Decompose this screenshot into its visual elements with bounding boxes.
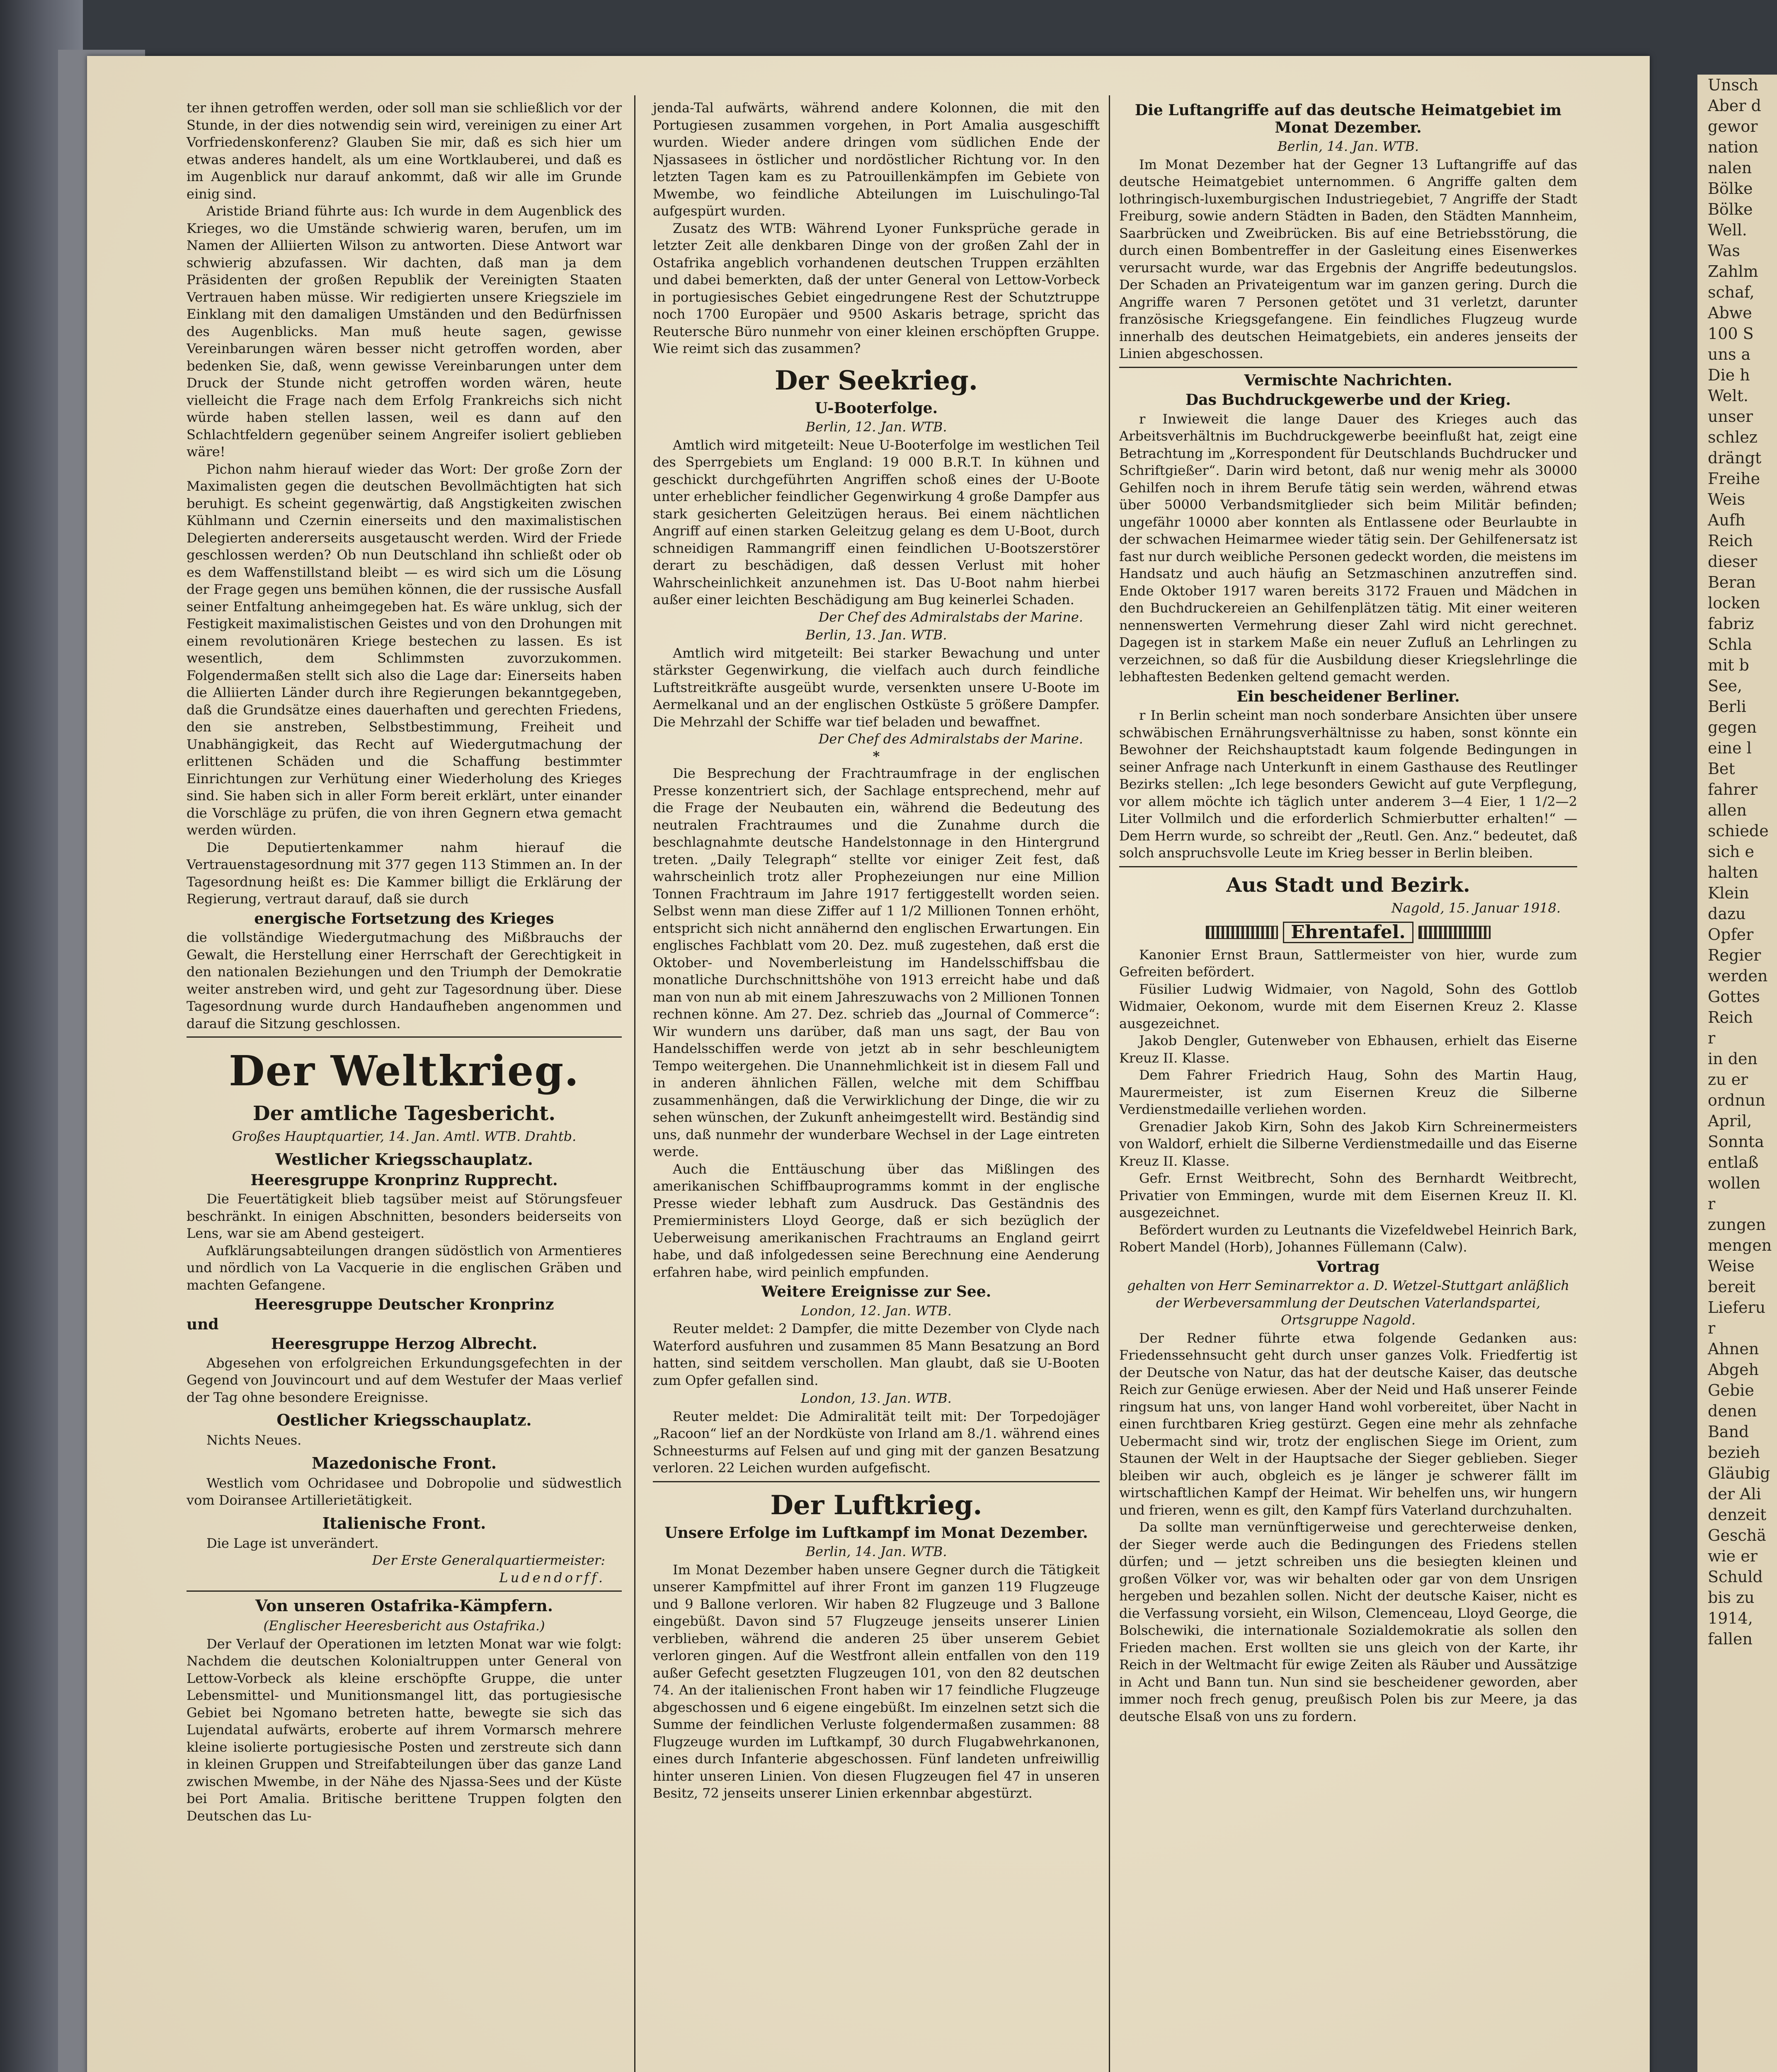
page-fragment-line: Aber d <box>1708 97 1761 115</box>
dateline: Nagold, 15. Januar 1918. <box>1391 900 1561 916</box>
page-fragment-line: nalen <box>1708 159 1752 177</box>
page-fragment-line: Sonnta <box>1708 1133 1764 1151</box>
dateline: London, 13. Jan. WTB. <box>801 1390 952 1406</box>
page-fragment-line: Aufh <box>1708 511 1745 529</box>
separator-star: * <box>873 748 880 764</box>
page-fragment-line: Abwe <box>1708 304 1752 322</box>
page-fragment-line: Lieferu <box>1708 1298 1766 1317</box>
paragraph: jenda-Tal aufwärts, während andere Kolonnen, die mit den Portugiesen zusammen vorgehen, in Port Amalia ausgeschifft wurden. Wieder andere dringen vom südlichen Ende der Njassasees in östlicher und nordöstlicher Richtung vor. In den letzten Tagen kam es zu Patrouillenkämpfen im Gebiete von Mwembe, wo feindliche Abteilungen im Luischulingo-Tal aufgespürt wurden. <box>653 100 1100 219</box>
paragraph: Die Lage ist unverändert. <box>206 1535 379 1551</box>
page-fragment-line: Schla <box>1708 635 1752 654</box>
page-fragment-line: denzeit <box>1708 1506 1767 1524</box>
page-fragment-line: Well. <box>1708 221 1747 239</box>
paragraph: Amtlich wird mitgeteilt: Neue U-Booterfolge im westlichen Teil des Sperrgebiets um England: 19 000 B.R.T. In kühnen und geschickt durchgeführten Angriffen schoß eines der U-Boote unter erheblicher feindlicher Gegenwirkung 4 große Dampfer aus stark gesicherten Geleitzügen heraus. Bei einem nächtlichen Angriff auf einen starken Geleitzug gelang es dem U-Boot, durch schneidigen Rammangriff einen feindlichen U-Bootszerstörer derart zu beschädigen, daß dessen Verlust mit hoher Wahrscheinlichkeit anzunehmen ist. Das U-Boot nahm hierbei außer einer leichten Beschädigung am Bug keinerlei Schaden. <box>653 437 1100 608</box>
paragraph: Nichts Neues. <box>206 1432 302 1448</box>
column-rule <box>1109 95 1110 2072</box>
paragraph: Kanonier Ernst Braun, Sattlermeister von hier, wurde zum Gefreiten befördert. <box>1119 946 1577 980</box>
page-fragment-line: gewor <box>1708 117 1758 136</box>
ehrentafel-banner <box>1119 922 1577 943</box>
paragraph: Aristide Briand führte aus: Ich wurde in dem Augenblick des Krieges, wo die Umstände schwierig waren, berufen, um im Namen der Alliierten Wilson zu antworten. Diese Antwort war schwierig abzufassen. Wir dachten, daß man ja dem Präsidenten der großen Republik der Vereinigten Staaten Vertrauen haben müsse. Wir redigierten unsere Kriegsziele im Einklang mit den damaligen Umständen und den Bedürfnissen des Augenblicks. Man muß heute sagen, gewisse Vereinbarungen wären besser nicht getroffen worden, aber bedenken Sie, daß, wenn gewisse Vereinbarungen unter dem Druck der Stunde nicht getroffen worden wären, heute vielleicht die Frage nach dem Erfolg Frankreichs sich nicht würde haben stellen lassen, weil es dann auf den Schlachtfeldern gegenüber seinem Angreifer isoliert geblieben wäre! <box>187 203 622 460</box>
page-fragment-line: fahrer <box>1708 780 1758 799</box>
page-fragment-line: r <box>1708 1195 1716 1213</box>
page-fragment-line: zu er <box>1708 1070 1748 1089</box>
dateline: Berlin, 12. Jan. WTB. <box>805 419 947 435</box>
paragraph: Befördert wurden zu Leutnants die Vizefeldwebel Heinrich Bark, Robert Mandel (Horb), Johannes Füllemann (Calw). <box>1119 1222 1577 1255</box>
page-fragment-line: fabriz <box>1708 615 1754 633</box>
paragraph: Füsilier Ludwig Widmaier, von Nagold, Sohn des Gottlob Widmaier, Oekonom, wurde mit dem Eisernen Kreuz 2. Klasse ausgezeichnet. <box>1119 981 1577 1031</box>
page-fragment-line: Die h <box>1708 366 1750 384</box>
paragraph: Reuter meldet: Die Admiralität teilt mit: Der Torpedojäger „Racoon“ lief an der Nordküste von Irland am 8./1. während eines Schneesturms auf Felsen auf und ging mit der ganzen Besatzung verloren. 22 Leichen wurden aufgefischt. <box>653 1408 1100 1476</box>
page-fragment-line: bereit <box>1708 1278 1755 1296</box>
dateline: London, 12. Jan. WTB. <box>801 1302 952 1319</box>
ornament-right <box>1418 926 1491 939</box>
subheading: Italienische Front. <box>322 1513 486 1532</box>
page-fragment-line: Opfer <box>1708 925 1754 944</box>
page-fragment-line: Schuld <box>1708 1568 1763 1586</box>
paragraph: Da sollte man vernünftigerweise und gerechterweise denken, der Sieger werde auch die Bedingungen des Friedens stellen dürfen; und — jetzt schreiben uns die besiegten kleinen und großen Völker vor, was wir behalten oder gar von dem Unsrigen hergeben und bezahlen sollen. Nicht der deutsche Kaiser, nicht es die Verfassung vorsieht, ein Wilson, Clemenceau, Lloyd George, die Bolschewiki, die internationale Sozialdemokratie als sollen den Frieden machen. Erst wollten sie uns gleich von der Karte, ihr Reich in der Weltmacht für ewige Zeiten als Räuber und Aussätzige in Acht und Bann tun. Nun sind sie bescheidener geworden, aber immer noch frech genug, preußisch Polen bis zur Meere, ja das deutsche Elsaß von uns zu fordern. <box>1119 1519 1577 1724</box>
paragraph: Der Verlauf der Operationen im letzten Monat war wie folgt: Nachdem die deutschen Kolonialtruppen unter General von Lettow-Vorbeck als kleine erschöpfte Gruppe, die unter Lebensmittel- und Munitionsmangel litt, das portugiesische Gebiet bei Ngomano betreten hatte, bewegte sie sich das Lujendatal aufwärts, eroberte auf ihrem Vormarsch mehrere kleine isolierte portugiesische Posten und zerstreute sich dann in kleinen Gruppen und Streifabteilungen über das ganze Land zwischen Mwembe, in der Nähe des Njassa-Sees und der Küste bei Port Amalia. Britische berittene Truppen folgten den Deutschen das Lu- <box>187 1636 622 1824</box>
section-title-weltkrieg: Der Weltkrieg. <box>228 1046 580 1095</box>
page-fragment-line: Regier <box>1708 946 1761 964</box>
subheading: Das Buchdruckgewerbe und der Krieg. <box>1185 391 1511 409</box>
inline-heading: energische Fortsetzung des Krieges <box>254 910 554 927</box>
page-fragment-line: allen <box>1708 801 1747 819</box>
paragraph: Die Feuertätigkeit blieb tagsüber meist auf Störungsfeuer beschränkt. In einigen Abschnitten, besonders beiderseits von Lens, war sie am Abend gesteigert. <box>187 1191 622 1241</box>
section-title-luftkrieg: Der Luftkrieg. <box>770 1489 982 1521</box>
paragraph: Im Monat Dezember haben unsere Gegner durch die Tätigkeit unserer Kampfmittel auf ihrer Front im ganzen 119 Flugzeuge und 9 Ballone verloren. Wir haben 82 Flugzeuge und 3 Ballone eingebüßt. Davon sind 57 Flugzeuge jenseits unserer Linien verblieben, während die anderen 25 über unserem Gebiet verloren gingen. Auf die Westfront allein entfallen von den 119 außer Gefecht gesetzten Flugzeugen 101, von den 82 deutschen 74. An der italienischen Front haben wir 17 feindliche Flugzeuge abgeschossen und 6 eigene eingebüßt. Im einzelnen setzt sich die Summe der feindlichen Verluste folgendermaßen zusammen: 88 Flugzeuge wurden im Luftkampf, 30 durch Flugabwehrkanonen, eines durch Infanterie abgeschossen. Fünf landeten unfreiwillig hinter unseren Linien. Von diesen Flugzeugen fiel 47 in unseren Besitz, 72 jenseits unserer Linien erkennbar abgestürzt. <box>653 1561 1100 1801</box>
page-fragment-line: April, <box>1708 1112 1752 1130</box>
page-fragment-line: See, <box>1708 677 1743 695</box>
page-fragment-line: Was <box>1708 242 1740 260</box>
page-fragment-line: Gläubig <box>1708 1464 1770 1482</box>
page-fragment-line: Geschä <box>1708 1526 1766 1544</box>
column-3 <box>1119 99 1577 1725</box>
paragraph: Zusatz des WTB: Während Lyoner Funksprüche gerade in letzter Zeit alle denkbaren Dinge von der großen Zahl der in Ostafrika angeblich vorhandenen deutschen Truppen erzählten und dabei bemerkten, daß der unter General von Lettow-Vorbeck in portugiesisches Gebiet eingedrungene Rest der Schutztruppe noch 1700 Europäer und 9500 Askaris betrage, spricht das Reutersche Büro nunmehr von einer kleinen erschöpften Gruppe. Wie reimt sich das zusammen? <box>653 220 1100 356</box>
page-fragment-line: bis zu <box>1708 1588 1755 1607</box>
subtitle: gehalten von Herr Seminarrektor a. D. Wetzel-Stuttgart anläßlich der Werbeversammlung der Deutschen Vaterlandspartei, Ortsgruppe Nagold. <box>1127 1278 1569 1328</box>
section-title-seekrieg: Der Seekrieg. <box>775 365 978 396</box>
page-fragment-line: dazu <box>1708 905 1746 923</box>
page-fragment-line: r <box>1708 1319 1716 1337</box>
paragraph: ter ihnen getroffen werden, oder soll man sie schließlich vor der Stunde, in der dies notwendig sein wird, vereinigen zu einer Art Vorfriedenskonferenz? Glauben Sie mir, daß es sich hier um etwas anderes handelt, als um eine Wortklauberei, und daß es im Augenblick nur darauf ankommt, daß wir alle im Grunde einig sind. <box>187 100 622 202</box>
signature: Der Chef des Admiralstabs der Marine. <box>818 731 1083 747</box>
page-fragment-line: 100 S <box>1708 324 1754 343</box>
page-fragment-line: r <box>1708 1029 1716 1047</box>
subheading: Heeresgruppe Deutscher Kronprinz <box>254 1296 554 1313</box>
subheading: Mazedonische Front. <box>311 1453 497 1472</box>
tagesbericht-title: Der amtliche Tagesbericht. <box>252 1102 556 1125</box>
dateline: Berlin, 14. Jan. WTB. <box>805 1544 947 1559</box>
paragraph: Auch die Enttäuschung über das Mißlingen des amerikanischen Schiffbauprogramms kommt in der englische Presse wieder lebhaft zum Ausdruck. Das Geständnis des Premierministers Lloyd George, daß er sich bezüglich der Ueberweisung amerikanischen Frachtraums an England geirrt habe, und daß infolgedessen seine Berechnung eine Aenderung erfahren habe, wird peinlich empfunden. <box>653 1161 1100 1280</box>
paragraph: Aufklärungsabteilungen drangen südöstlich von Armentieres und nördlich von La Vacquerie in die englischen Gräben und machten Gefangene. <box>187 1242 622 1293</box>
paragraph: Gefr. Ernst Weitbrecht, Sohn des Bernhardt Weitbrecht, Privatier von Emmingen, wurde mit dem Eisernen Kreuz II. Kl. ausgezeichnet. <box>1119 1170 1577 1220</box>
page-fragment-line: Abgeh <box>1708 1360 1759 1379</box>
subheading: Weitere Ereignisse zur See. <box>761 1283 992 1300</box>
divider <box>187 1590 622 1592</box>
dateline: Berlin, 13. Jan. WTB. <box>805 627 947 643</box>
page-fragment-line: eine l <box>1708 739 1752 757</box>
page-fragment-line: schaf, <box>1708 283 1755 301</box>
page-fragment-line: Ahnen <box>1708 1340 1759 1358</box>
dateline: Berlin, 14. Jan. WTB. <box>1277 138 1419 154</box>
page-fragment-line: entlaß <box>1708 1153 1759 1172</box>
page-fragment-line: der Ali <box>1708 1485 1761 1503</box>
page-fragment-line: mit b <box>1708 656 1749 674</box>
page-fragment-line: Welt. <box>1708 387 1748 405</box>
page-fragment-line: Beran <box>1708 573 1756 591</box>
subheading: Vortrag <box>1316 1258 1380 1276</box>
divider <box>187 1036 622 1038</box>
page-fragment-line: wollen <box>1708 1174 1760 1192</box>
signature-name: Ludendorff. <box>499 1569 605 1585</box>
dateline: Großes Hauptquartier, 14. Jan. Amtl. WTB. Drahtb. <box>232 1128 577 1144</box>
paragraph: Reuter meldet: 2 Dampfer, die mitte Dezember von Clyde nach Waterford ausfuhren und zusammen 85 Mann Besatzung an Bord hatten, sind seitdem verschollen. Man glaubt, daß sie U-Booten zum Opfer gefallen sind. <box>653 1321 1100 1388</box>
page-fragment-line: schiede <box>1708 822 1769 840</box>
paragraph: Amtlich wird mitgeteilt: Bei starker Bewachung und unter stärkster Gegenwirkung, die vielfach auch durch feindliche Luftstreitkräfte ausgeübt wurde, versenkten unsere U-Boote im Aermelkanal und an der englischen Ostküste 5 größere Dampfer. Die Mehrzahl der Schiffe war tief beladen und bewaffnet. <box>653 645 1100 730</box>
subheading: Westlicher Kriegsschauplatz. <box>275 1150 533 1169</box>
paragraph: Dem Fahrer Friedrich Haug, Sohn des Martin Haug, Maurermeister, ist zum Eisernen Kreuz die Silberne Verdienstmedaille verliehen worden. <box>1119 1067 1577 1117</box>
page-fragment-line: Bölke <box>1708 179 1753 198</box>
page-fragment-line: Reich <box>1708 532 1753 550</box>
page-fragment-line: denen <box>1708 1402 1757 1420</box>
page-fragment-line: Bölke <box>1708 200 1753 218</box>
page-fragment-line: Unsch <box>1708 76 1758 94</box>
paragraph: Westlich vom Ochridasee und Dobropolie und südwestlich vom Doiransee Artillerietätigkeit. <box>187 1475 622 1508</box>
page-fragment-line: Zahlm <box>1708 262 1758 281</box>
page-fragment-line: in den <box>1708 1050 1758 1068</box>
page-fragment-line: Gottes <box>1708 988 1760 1006</box>
page-fragment-line: nation <box>1708 138 1758 156</box>
paragraph: r Inwieweit die lange Dauer des Krieges auch das Arbeitsverhältnis im Buchdruckgewerbe beeinflußt hat, zeigt eine Betrachtung im „Korrespondent für Deutschlands Buchdrucker und Schriftgießer“. Darin wird betont, daß nur wenig mehr als 30000 Gehilfen noch in ihrem Berufe tätig sein werden, während etwas über 50000 Verbandsmitglieder sich beim Militär befinden; ungefähr 10000 aber konnten als Entlassene oder Beurlaubte in der schwachen Heimarmee wieder tätig sein. Der Gehilfenersatz ist fast nur durch weibliche Personen gedeckt worden, die meistens im Handsatz und auch häufig an Setzmaschinen anzutreffen sind. Ende Oktober 1917 waren bereits 3172 Frauen und Mädchen in den Buchdruckereien an Gehilfenplätzen tätig. Mit einer weiteren nennenswerten Vermehrung dieser Zahl wird nicht gerechnet. Dagegen ist in starkem Maße ein neuer Zufluß an Lehrlingen zu verzeichnen, so daß für die Ausbildung dieser Kriegslehrlinge die lebhaftesten Bedenken geltend gemacht werden. <box>1119 411 1577 685</box>
subheading: U-Booterfolge. <box>815 399 938 417</box>
page-fragment-line: Klein <box>1708 884 1749 902</box>
subheading: Heeresgruppe Kronprinz Rupprecht. <box>250 1171 558 1189</box>
page-fragment-line: Berli <box>1708 697 1746 716</box>
page-fragment-line: Weis <box>1708 490 1745 508</box>
paragraph: Pichon nahm hierauf wieder das Wort: Der große Zorn der Maximalisten gegen die deutschen Bevollmächtigten hat sich beruhigt. Es scheint gegenwärtig, daß Angstigkeiten zwischen Kühlmann und Czernin einerseits und den maximalistischen Delegierten andererseits ausgetauscht werden. Wird der Friede geschlossen werden? Ob nun Deutschland ihn schließt oder ob es dem Waffenstillstand bleibt — es wird sich um die Lösung der Frage gegen uns bemühen können, die der russische Ausfall seiner Entfaltung anheimgegeben hat. Es wäre unklug, sich der Festigkeit maximalistischen Geistes und von den Drohungen mit einem revolutionären Kriege bestechen zu lassen. Es ist wesentlich, dem Schlimmsten zuvorzukommen. Folgendermaßen stellt sich also die Lage dar: Einerseits haben die Alliierten Länder durch ihre Regierungen bekanntgegeben, daß die Grundsätze eines dauerhaften und gerechten Friedens, den sie anstreben, Selbstbestimmung, Freiheit und Unabhängigkeit, das Recht auf Wiedergutmachung der erlittenen Schäden und die Schaffung bestimmter Einrichtungen zur Verhütung einer Wiederholung des Krieges sind. Sie haben sich in aller Form bereit erklärt, unter einander die Vorschläge zu prüfen, die von ihren Gegnern etwa gemacht werden würden. <box>187 461 622 838</box>
subheading: Ein bescheidener Berliner. <box>1236 687 1460 705</box>
page-fragment-line: uns a <box>1708 345 1751 363</box>
paragraph: Grenadier Jakob Kirn, Sohn des Jakob Kirn Schreinermeisters von Waldorf, erhielt die Silberne Verdienstmedaille und das Eiserne Kreuz II. Klasse. <box>1119 1118 1577 1169</box>
page-fragment-line: zungen <box>1708 1215 1766 1234</box>
page-fragment-line: locken <box>1708 594 1760 612</box>
paragraph: Jakob Dengler, Gutenweber von Ebhausen, erhielt das Eiserne Kreuz II. Klasse. <box>1119 1033 1577 1066</box>
signature: Der Chef des Admiralstabs der Marine. <box>818 609 1083 625</box>
subheading: Unsere Erfolge im Luftkampf im Monat Dezember. <box>664 1524 1088 1542</box>
page-fragment-line: werden <box>1708 967 1768 985</box>
page-fragment-line: wie er <box>1708 1547 1758 1565</box>
adjacent-page-fragment <box>1697 75 1777 2072</box>
page-fragment-line: ordnun <box>1708 1091 1765 1109</box>
divider <box>653 1481 1100 1482</box>
divider <box>1119 866 1577 867</box>
paragraph: Der Redner führte etwa folgende Gedanken aus: Friedenssehnsucht geht durch unser ganzes Volk. Friedfertig ist der Deutsche von Natur, das hat der deutsche Kaiser, das deutsche Reich zur Genüge erwiesen. Aber der Neid und Haß unserer Feinde ringsum hat uns, von langer Hand wohl vorbereitet, über Nacht in einen furchtbaren Krieg gestürzt. Gegen eine mehr als zehnfache Uebermacht sind wir, trotz der englischen Siege im Orient, zum Staunen der Welt in der Hauptsache der Sieger geblieben. Sieger bleiben wir auch, obgleich es je länger je schwerer fällt im wirtschaftlichen Kampf der Heimat. Wir behelfen uns, wir hungern und frieren, wenn es gilt, den Kampf fürs Vaterland durchzuhalten. <box>1119 1330 1577 1518</box>
page-fragment-line: Band <box>1708 1423 1749 1441</box>
page-fragment-line: Reich <box>1708 1008 1753 1026</box>
page-fragment-line: unser <box>1708 407 1753 426</box>
page-fragment-line: mengen <box>1708 1236 1772 1254</box>
page-fragment-line: Gebie <box>1708 1381 1754 1399</box>
page-fragment-line: schlez <box>1708 428 1758 446</box>
page-fragment-line: Weise <box>1708 1257 1755 1275</box>
ornament-left <box>1206 926 1278 939</box>
page-fragment-line: gegen <box>1708 718 1757 736</box>
conjunction: und <box>187 1315 219 1333</box>
ehrentafel-title: Ehrentafel. <box>1283 922 1413 943</box>
section-title-stadt: Aus Stadt und Bezirk. <box>1226 873 1470 897</box>
subheading: Die Luftangriffe auf das deutsche Heimatgebiet im Monat Dezember. <box>1135 102 1562 136</box>
paragraph: Die Besprechung der Frachtraumfrage in der englischen Presse konzentriert sich, der Sachlage entsprechend, mehr auf die Frage der Neubauten ein, während die Bedeutung des neutralen Frachtraumes und die Zunahme durch die beschlagnahmte deutsche Handelstonnage in den Hintergrund treten. „Daily Telegraph“ stellte vor einiger Zeit fest, daß wahrscheinlich trotz aller Prophezeiungen nur eine Million Tonnen Frachtraum im Jahre 1917 fertiggestellt worden seien. Selbst wenn man diese Ziffer auf 1 1/2 Millionen Tonnen erhöht, entspricht sich nicht annähernd den englischen Erwartungen. Ein englisches Fachblatt vom 20. Dez. muß zugestehen, daß erst die Oktober- und Novemberleistung im Handelsschiffsbau die monatliche Durchschnittshöhe von 1913 erreicht habe und daß man von nun ab mit einem Jahreszuwachs von 2 Millionen Tonnen rechnen könne. Am 27. Dez. schrieb das „Journal of Commerce“: Wir wundern uns darüber, daß man uns sagt, der Bau von Handelsschiffen werde von jetzt ab in sehr beschleunigtem Tempo weitergehen. Die Unannehmlichkeit ist in diesem Fall und in anderen ähnlichen Fällen, welche mit dem Schiffbau zusammenhängen, daß die Verwirklichung der Dinge, die wir zu sehen wünschen, der Zukunft anheimgestellt wird. Beständig sind uns, daß nunmehr der wunderbare Wechsel in der Lage eintreten werde. <box>653 765 1100 1159</box>
paragraph: Abgesehen von erfolgreichen Erkundungsgefechten in der Gegend von Jouvincourt und auf dem Westufer der Maas verlief der Tag ohne besondere Ereignisse. <box>187 1355 622 1405</box>
page-fragment-line: dieser <box>1708 552 1758 571</box>
paragraph: die vollständige Wiedergutmachung des Mißbrauchs der Gewalt, die Herstellung einer Herrschaft der Gerechtigkeit in den nationalen Beziehungen und den Triumph der Demokratie weiter anstreben wird, und geht zur Tagesordnung über. Diese Tagesordnung wurde durch Handaufheben angenommen und darauf die Sitzung geschlossen. <box>187 929 622 1031</box>
page-fragment-line: drängt <box>1708 449 1762 467</box>
divider <box>1119 367 1577 368</box>
subheading: Oestlicher Kriegsschauplatz. <box>276 1411 532 1429</box>
page-fragment-line: Bet <box>1708 760 1735 778</box>
paragraph: Im Monat Dezember hat der Gegner 13 Luftangriffe auf das deutsche Heimatgebiet unternommen. 6 Angriffe galten dem lothringisch-luxemburgischen Industriegebiet, 7 Angriffe der Stadt Freiburg, sowie andern Städten in Baden, den Städten Mannheim, Saarbrücken und Zweibrücken. Bis auf eine Betriebsstörung, die durch einen Bombentreffer in der Gasleitung eines Eisenwerkes verursacht wurde, war das Ergebnis der Angriffe bedeutungslos. Der Schaden an Privateigentum war im ganzen gering. Durch die Angriffe waren 7 Personen getötet und 31 verletzt, darunter französische Kriegsgefangene. Ein feindliches Flugzeug wurde innerhalb des deutschen Heimatgebiets, ein anderes jenseits der Linien abgeschossen. <box>1119 156 1577 361</box>
page-fragment-line: halten <box>1708 863 1758 881</box>
subheading: Heeresgruppe Herzog Albrecht. <box>271 1335 537 1353</box>
page-fragment-line: Freihe <box>1708 470 1760 488</box>
page-fragment-line: bezieh <box>1708 1443 1760 1462</box>
page-fragment-line: sich e <box>1708 842 1754 861</box>
column-rule <box>634 95 635 2072</box>
signature-role: Der Erste Generalquartiermeister: <box>372 1552 605 1568</box>
column-1 <box>187 99 622 1825</box>
paragraph: r In Berlin scheint man noch sonderbare Ansichten über unsere schwäbischen Ernährungsverhältnisse zu haben, sonst könnte ein Bewohner der Reichshauptstadt kaum folgende Bedingungen in seiner Anfrage nach Unterkunft in einem Gasthause des Reutlinger Bezirks stellen: „Ich lege besonders Gewicht auf gute Verpflegung, vor allem möchte ich täglich unter anderem 3—4 Eier, 1 1/2—2 Liter Vollmilch und die erforderlich Schmierbutter erhalten!“ — Dem Herrn wurde, so schreibt der „Reutl. Gen. Anz.“ bedeutet, daß solch anspruchsvolle Leute im Krieg besser in Berlin bleiben. <box>1119 707 1577 861</box>
subheading: Von unseren Ostafrika-Kämpfern. <box>255 1596 553 1615</box>
paragraph: Die Deputiertenkammer nahm hierauf die Vertrauenstagesordnung mit 377 gegen 113 Stimmen an. In der Tagesordnung heißt es: Die Kammer billigt die Erklärung der Regierung, vertraut darauf, daß sie durch <box>187 839 622 907</box>
subheading: Vermischte Nachrichten. <box>1244 371 1452 389</box>
page-fragment-line: 1914, <box>1708 1609 1753 1627</box>
page-fragment-line: fallen <box>1708 1630 1753 1648</box>
subtitle: (Englischer Heeresbericht aus Ostafrika.) <box>263 1618 545 1634</box>
column-2 <box>653 99 1100 1802</box>
